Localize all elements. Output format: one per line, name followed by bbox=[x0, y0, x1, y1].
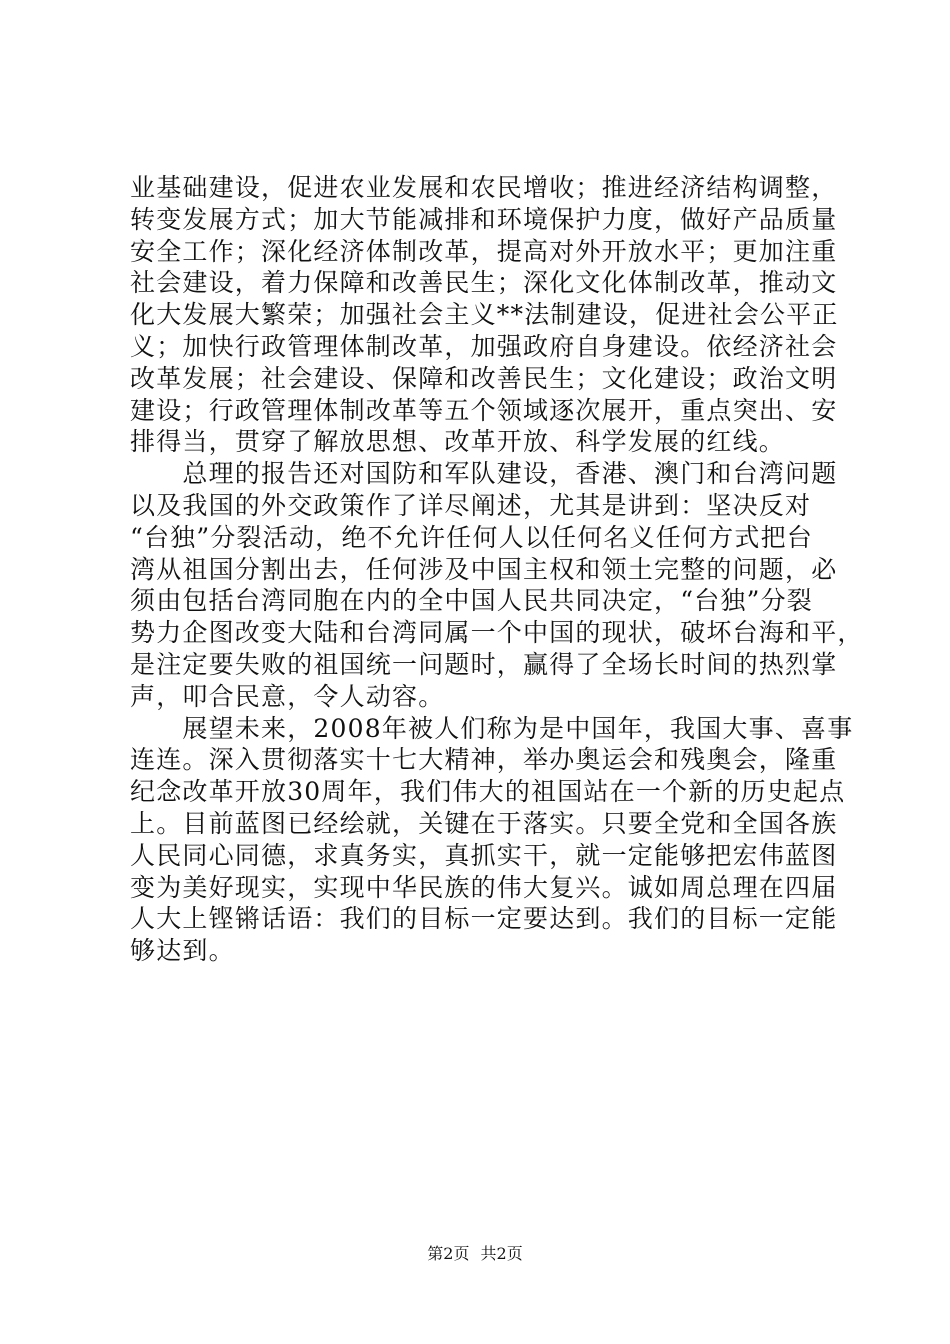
text-line: 人民同心同德，求真务实，真抓实干，就一定能够把宏伟蓝图 bbox=[130, 841, 838, 870]
text-line: 安全工作；深化经济体制改革，提高对外开放水平；更加注重 bbox=[130, 237, 838, 266]
text-line: 势力企图改变大陆和台湾同属一个中国的现状，破坏台海和平， bbox=[130, 618, 864, 647]
page-number-total: 共2页 bbox=[480, 1244, 523, 1263]
text-line: 是注定要失败的祖国统一问题时，赢得了全场长时间的热烈掌 bbox=[130, 650, 838, 679]
text-line: 纪念改革开放30周年，我们伟大的祖国站在一个新的历史起点 bbox=[130, 777, 846, 806]
text-line: 须由包括台湾同胞在内的全中国人民共同决定，“台独”分裂 bbox=[130, 586, 813, 615]
page-number-current: 第2页 bbox=[427, 1244, 470, 1263]
text-line: 上。目前蓝图已经绘就，关键在于落实。只要全党和全国各族 bbox=[130, 809, 838, 838]
text-line: 人大上铿锵话语：我们的目标一定要达到。我们的目标一定能 bbox=[130, 904, 838, 933]
text-line: 义；加快行政管理体制改革，加强政府自身建设。依经济社会 bbox=[130, 332, 838, 361]
text-line: 展望未来，2008年被人们称为是中国年，我国大事、喜事 bbox=[130, 714, 854, 743]
text-line: 变为美好现实，实现中华民族的伟大复兴。诚如周总理在四届 bbox=[130, 873, 838, 902]
text-line: 总理的报告还对国防和军队建设，香港、澳门和台湾问题 bbox=[130, 459, 838, 488]
text-line: 以及我国的外交政策作了详尽阐述，尤其是讲到：坚决反对 bbox=[130, 491, 812, 520]
text-line: 连连。深入贯彻落实十七大精神，举办奥运会和残奥会，隆重 bbox=[130, 745, 838, 774]
text-line: 建设；行政管理体制改革等五个领域逐次展开，重点突出、安 bbox=[130, 396, 838, 425]
text-line: 排得当，贯穿了解放思想、改革开放、科学发展的红线。 bbox=[130, 427, 786, 456]
page-footer bbox=[0, 1244, 950, 1264]
text-line: 转变发展方式；加大节能减排和环境保护力度，做好产品质量 bbox=[130, 205, 838, 234]
text-line: 够达到。 bbox=[130, 936, 235, 965]
text-line: 声，叩合民意，令人动容。 bbox=[130, 682, 445, 711]
text-line: “台独”分裂活动，绝不允许任何人以任何名义任何方式把台 bbox=[130, 523, 813, 552]
text-line: 社会建设，着力保障和改善民生；深化文化体制改革，推动文 bbox=[130, 268, 838, 297]
text-line: 化大发展大繁荣；加强社会主义**法制建设，促进社会公平正 bbox=[130, 300, 839, 329]
text-line: 改革发展；社会建设、保障和改善民生；文化建设；政治文明 bbox=[130, 364, 838, 393]
text-line: 业基础建设，促进农业发展和农民增收；推进经济结构调整， bbox=[130, 173, 838, 202]
text-line: 湾从祖国分割出去，任何涉及中国主权和领土完整的问题，必 bbox=[130, 555, 838, 584]
